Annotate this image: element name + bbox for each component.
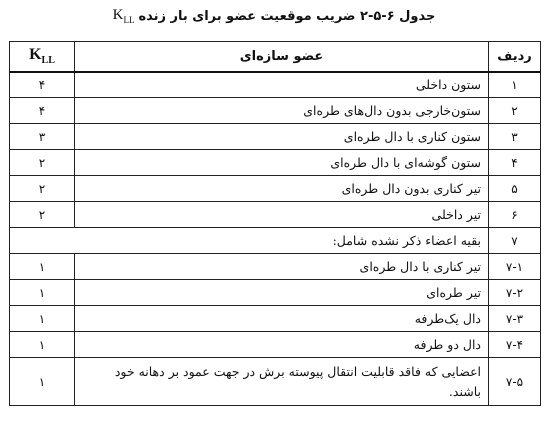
- table-row: [10, 358, 541, 406]
- row-member: اعضایی که فاقد قابلیت انتقال پیوسته برش در جهت عمود بر دهانه خود باشند.: [75, 358, 489, 406]
- row-k-value: ۴: [10, 72, 75, 98]
- row-k-value: ۳: [10, 124, 75, 150]
- row-k-value: ۲: [10, 176, 75, 202]
- row-member: دال یک‌طرفه: [75, 306, 489, 332]
- header-index: ردیف: [489, 42, 541, 72]
- row-index: ۵: [489, 176, 541, 202]
- row-member: بقیه اعضاء ذکر نشده شامل:: [10, 228, 489, 254]
- row-k-value: ۱: [10, 358, 75, 406]
- row-index: ۱: [489, 72, 541, 98]
- row-index: ۷-۵: [489, 358, 541, 406]
- row-index: ۳: [489, 124, 541, 150]
- row-index: ۲: [489, 98, 541, 124]
- table-row: [10, 280, 541, 306]
- row-member: ستون داخلی: [75, 72, 489, 98]
- row-k-value: ۲: [10, 150, 75, 176]
- row-k-value: ۱: [10, 254, 75, 280]
- table-row: [10, 332, 541, 358]
- live-load-factor-table: [9, 41, 541, 406]
- table-row: [10, 202, 541, 228]
- table-header-row: [10, 42, 541, 72]
- row-k-value: ۱: [10, 280, 75, 306]
- table-row: [10, 176, 541, 202]
- table-row: [10, 306, 541, 332]
- table-row: [10, 124, 541, 150]
- table-row: [10, 254, 541, 280]
- row-index: ۷-۲: [489, 280, 541, 306]
- table-row: [10, 72, 541, 98]
- row-member: تیر کناری بدون دال طره‌ای: [75, 176, 489, 202]
- header-member: عضو سازه‌ای: [75, 42, 489, 72]
- row-member: تیر کناری با دال طره‌ای: [75, 254, 489, 280]
- row-index: ۷: [489, 228, 541, 254]
- row-k-value: ۲: [10, 202, 75, 228]
- table-row: [10, 98, 541, 124]
- row-k-value: ۱: [10, 306, 75, 332]
- header-k-factor: $K_{LL}$: [10, 42, 75, 72]
- row-member: تیر داخلی: [75, 202, 489, 228]
- row-index: ۷-۳: [489, 306, 541, 332]
- row-member: تیر طره‌ای: [75, 280, 489, 306]
- row-member: ستون کناری با دال طره‌ای: [75, 124, 489, 150]
- row-member: ستون‌خارجی بدون دال‌های طره‌ای: [75, 98, 489, 124]
- row-index: ۷-۴: [489, 332, 541, 358]
- table-row: [10, 150, 541, 176]
- row-index: ۴: [489, 150, 541, 176]
- caption-text: جدول ۶-۵-۲ ضریب موقعیت عضو برای بار زنده: [138, 8, 436, 24]
- row-k-value: ۴: [10, 98, 75, 124]
- row-member: ستون گوشه‌ای با دال طره‌ای: [75, 150, 489, 176]
- row-member: دال دو طرفه: [75, 332, 489, 358]
- table-row: [10, 228, 541, 254]
- table-caption: [0, 5, 548, 27]
- row-k-value: ۱: [10, 332, 75, 358]
- caption-variable: $K_{LL}$: [112, 7, 135, 25]
- row-index: ۷-۱: [489, 254, 541, 280]
- row-index: ۶: [489, 202, 541, 228]
